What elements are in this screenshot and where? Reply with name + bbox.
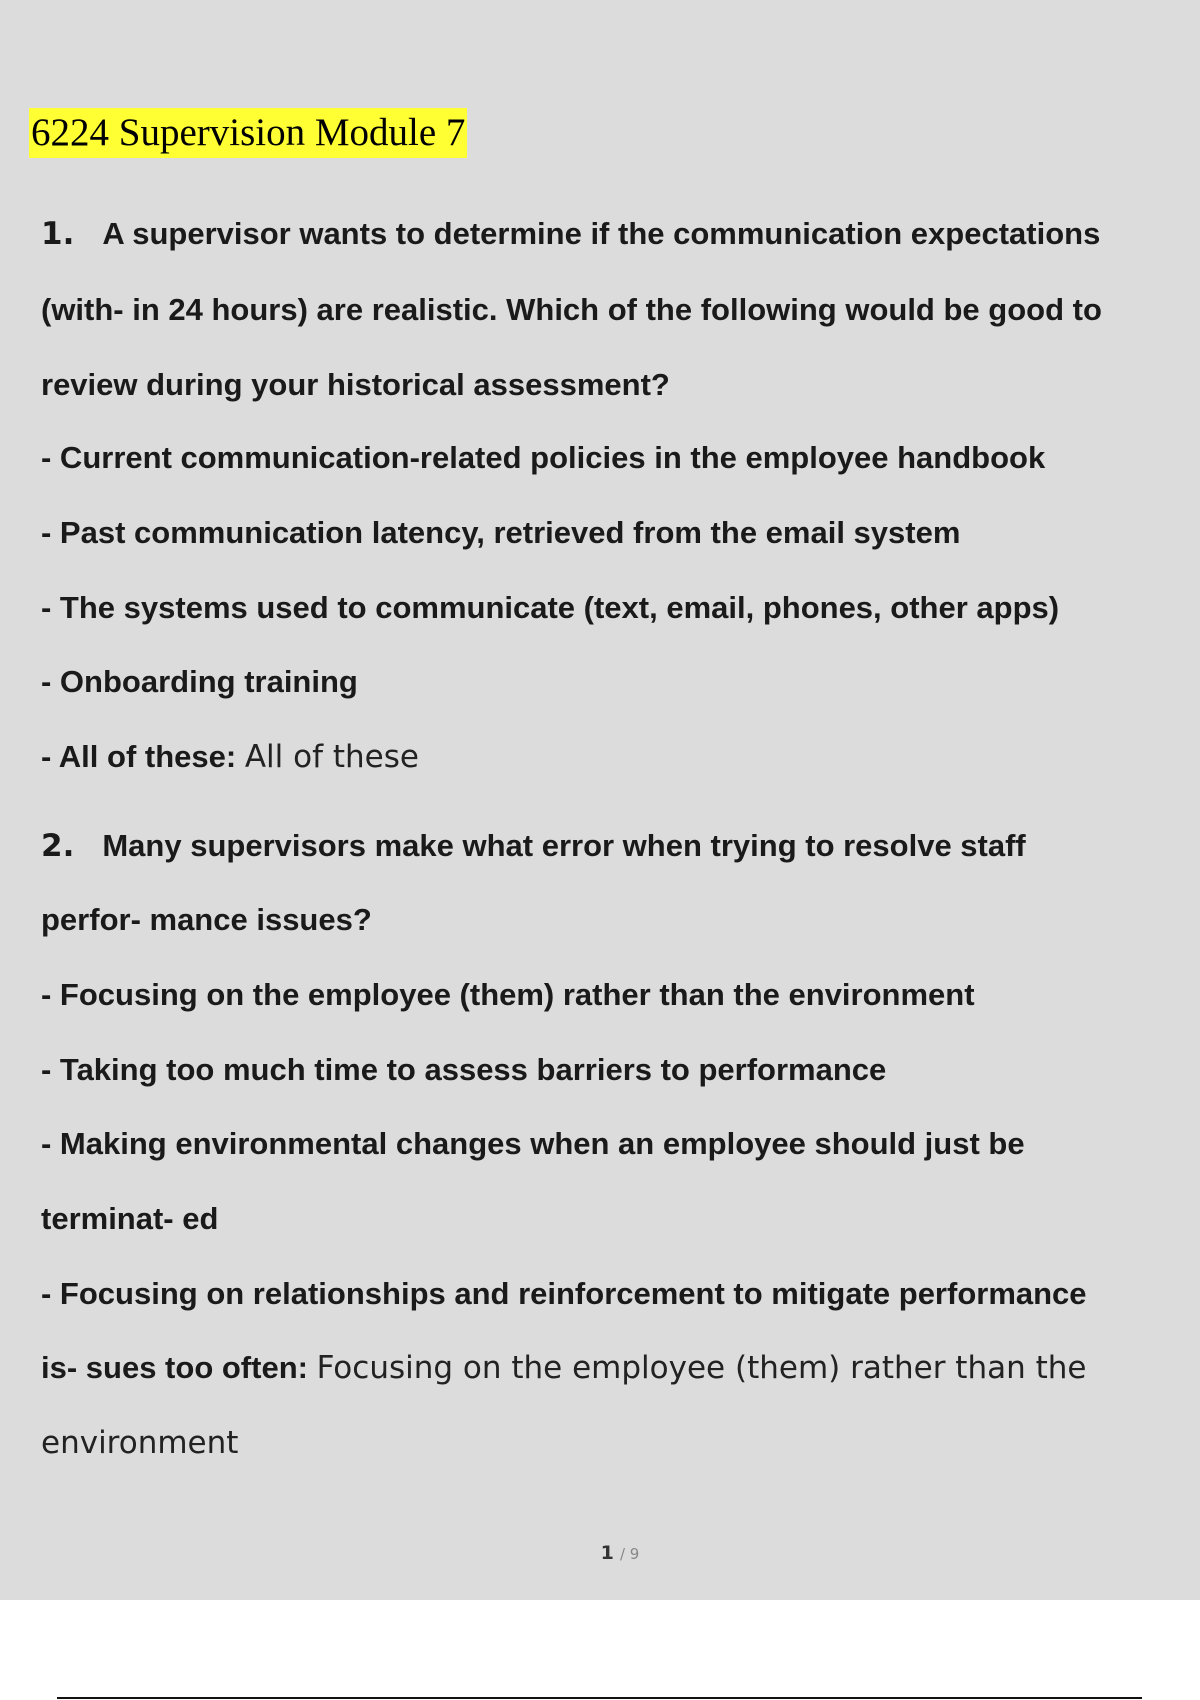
question-1-line-3: review during your historical assessment?: [41, 367, 670, 402]
question-1-option: - Onboarding training: [41, 664, 358, 699]
question-2-option: - Focusing on relationships and reinforcement to mitigate performance: [41, 1276, 1087, 1311]
question-1-option: - The systems used to communicate (text, email, phones, other apps): [41, 590, 1060, 625]
question-2-option: terminat- ed: [41, 1201, 219, 1236]
document-title: 6224 Supervision Module 7: [29, 108, 467, 158]
question-1-line-2: (with- in 24 hours) are realistic. Which of the following would be good to: [41, 292, 1102, 327]
question-2-number: 2.: [41, 828, 75, 864]
question-2-answer-continued: environment: [41, 1425, 239, 1461]
question-1-last-option: [41, 737, 419, 777]
question-2-line-1: [41, 826, 1026, 866]
footer-divider: [57, 1697, 1142, 1699]
question-1-number: 1.: [41, 216, 75, 252]
question-2-text: Many supervisors make what error when trying to resolve staff: [102, 828, 1026, 863]
question-2-option: - Focusing on the employee (them) rather than the environment: [41, 977, 975, 1012]
question-1-option: - Current communication-related policies in the employee handbook: [41, 440, 1046, 475]
question-1-last-option-label: - All of these:: [41, 739, 237, 774]
question-1-text: A supervisor wants to determine if the communication expectations: [102, 216, 1101, 251]
question-2-answer: Focusing on the employee (them) rather than the: [316, 1350, 1087, 1386]
question-2-option: - Making environmental changes when an employee should just be: [41, 1126, 1025, 1161]
question-2-option: - Taking too much time to assess barriers to performance: [41, 1052, 887, 1087]
total-pages: / 9: [619, 1545, 640, 1563]
question-1-option: - Past communication latency, retrieved from the email system: [41, 515, 961, 550]
question-2-last-option-label: is- sues too often:: [41, 1350, 308, 1385]
current-page-number: 1: [600, 1542, 614, 1564]
question-2-last-option: [41, 1348, 1086, 1388]
page-indicator: [0, 1542, 1200, 1564]
question-1-answer: All of these: [244, 739, 419, 775]
question-2-line-2: perfor- mance issues?: [41, 902, 372, 937]
question-1-line-1: [41, 214, 1100, 254]
